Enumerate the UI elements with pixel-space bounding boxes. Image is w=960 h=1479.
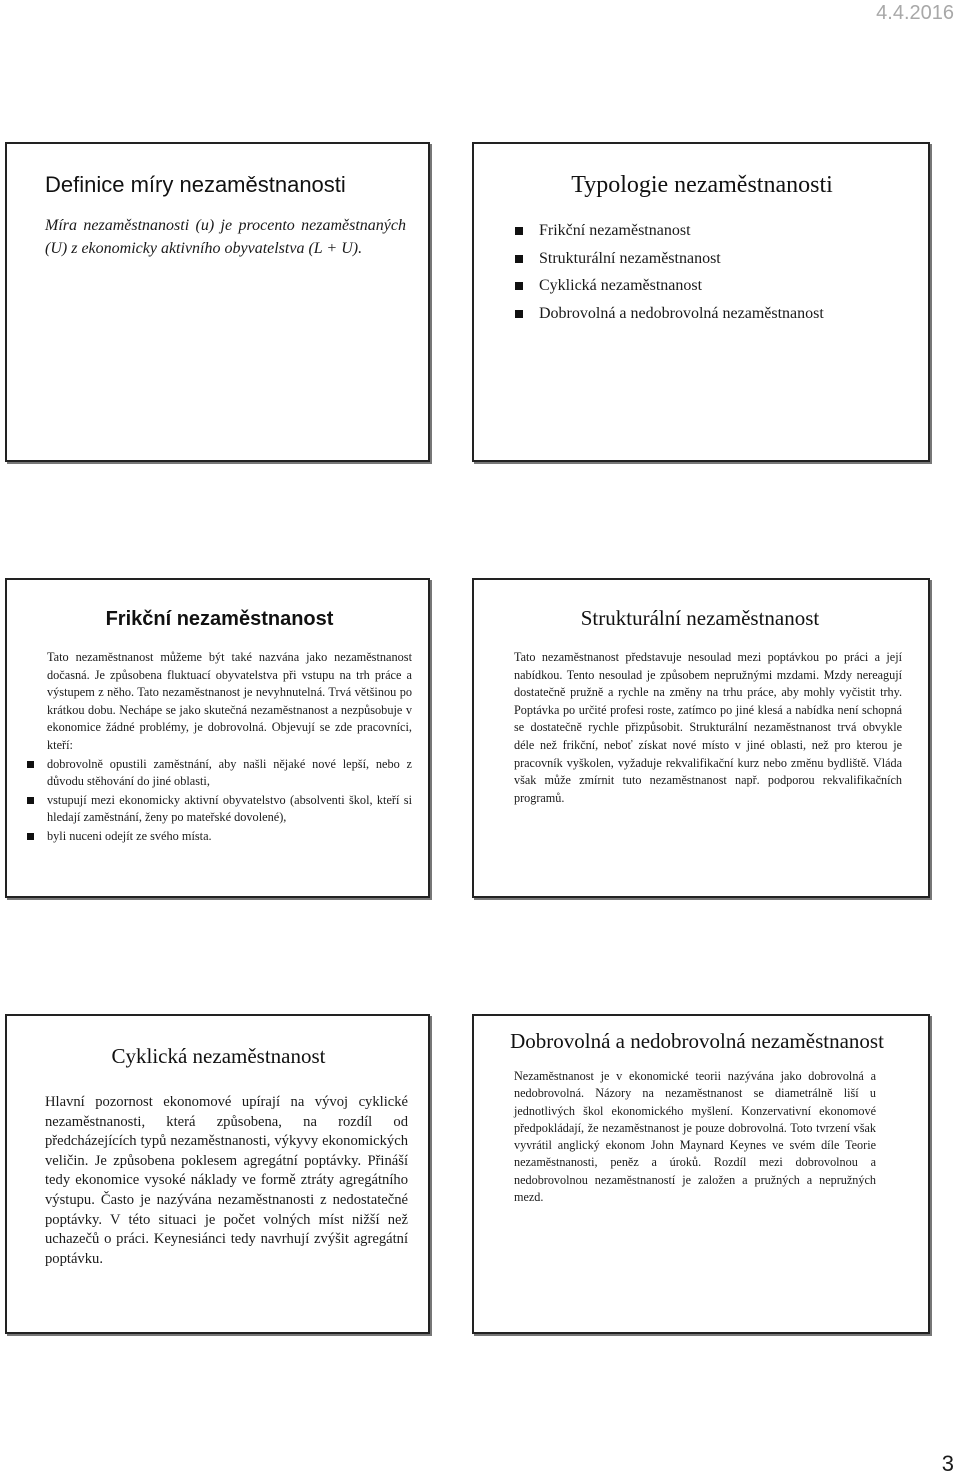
slide-text: Tato nezaměstnanost můžeme být také nazvána jako nezaměstnanost dočasná. Je způsobena fluktuací obyvatelstva při vstupu na trh práce a výstupem z něho. Tato nezaměstnanost je nevyhnutelná. Trvá většinou po krátkou dobu. Nechápe se jako skutečná nezaměstnanost a nezpůsobuje v ekonomice žádné problémy, je dobrovolná. Objevují se zde pracovníci, kteří: [47,650,412,752]
bullet-item: Cyklická nezaměstnanost [515,272,908,300]
slide-title: Cyklická nezaměstnanost [111,1044,326,1068]
slide-title: Strukturální nezaměstnanost [580,606,820,630]
page-date: 4.4.2016 [876,2,954,24]
slide-text: Tato nezaměstnanost představuje nesoulad mezi poptávkou po práci a její nabídkou. Tento nesoulad je způsobem nepružnými mzdami. Mzdy nereagují dostatečně pružně a rychle na změny na trhu práce, aby mohly vyčistit trhy. Poptávka po určité profesi roste, zatímco po jiné klesá a nabídka není schopná se dostatečně rychle přizpůsobit. Strukturální nezaměstnanost trvá obvykle déle než frikční, neboť získat nové místo v jiné oblasti, než pro kterou je pracovník vyškolen, vyžaduje rekvalifikační kurz nebo změnu bydliště. Vláda však může zmírnit tuto nezaměstnanost např. podporou rekvalifikačních programů. [514,650,902,805]
slide-text: Míra nezaměstnanosti (u) je procento nezaměstnaných (U) z ekonomicky aktivního obyvatelstva (L + U). [45,217,406,257]
slide-structural [472,578,930,898]
slide-text: Hlavní pozornost ekonomové upírají na vývoj cyklické nezaměstnanosti, která způsobena, na rozdíl od předcházejících typů nezaměstnanosti, výkyvy ekonomických veličin. Je způsobena poklesem agregátní poptávky. Přináší tedy ekonomice vysoké náklady ve formě ztráty agregátního výstupu. Často je nazývána nezaměstnanosti z nedostatečné poptávky. V této situaci je počet volných míst nižší než uchazečů o práci. Keynesiánci tedy navrhují zvýšit agregátní poptávku. [45,1094,408,1267]
bullet-item: Dobrovolná a nedobrovolná nezaměstnanost [515,300,908,328]
slide-frictional [5,578,430,898]
slide-voluntary [472,1014,930,1334]
slide-body [45,1093,408,1269]
slide-typology [472,142,930,462]
bullet-item: vstupují mezi ekonomicky aktivní obyvatelstvo (absolventi škol, kteří si hledají zaměstnání, ženy po mateřské dovolené), [27,792,412,827]
slide-text: Nezaměstnanost je v ekonomické teorii nazývána jako dobrovolná a nedobrovolná. Názory na nezaměstnanost se diametrálně liší u jednotlivých škol ekonomického myšlení. Konzervativní ekonomové předpokládají, že nezaměstnanost je pouze dobrovolná. Toto tvrzení však vyvrátil anglický ekonom John Maynard Keynes ve svém díle Teorie nezaměstnanosti, peněz a úroků. Rozdíl mezi dobrovolnou a nedobrovolnou nezaměstnaností je založen a pružných a nepružných mezd. [514,1069,876,1205]
bullet-item: Strukturální nezaměstnanost [515,245,908,273]
bullet-item: Frikční nezaměstnanost [515,217,908,245]
slide-title: Dobrovolná a nedobrovolná nezaměstnanost [510,1029,884,1053]
bullet-item: dobrovolně opustili zaměstnání, aby našli nějaké nové lepší, nebo z důvodu stěhování do jiné oblasti, [27,756,412,791]
slide-body [29,214,408,260]
page-number: 3 [941,1451,954,1476]
slide-body [514,1068,876,1206]
slide-title: Typologie nezaměstnanosti [571,172,833,198]
bullet-list [27,756,412,846]
slide-body [514,649,902,807]
slide-title: Definice míry nezaměstnanosti [45,172,346,197]
bullet-item: byli nuceni odejít ze svého místa. [27,828,412,846]
slide-definition [5,142,430,462]
slide-title: Frikční nezaměstnanost [105,608,334,630]
slide-body [27,649,412,846]
slide-cyclical [5,1014,430,1334]
bullet-list [496,217,908,327]
